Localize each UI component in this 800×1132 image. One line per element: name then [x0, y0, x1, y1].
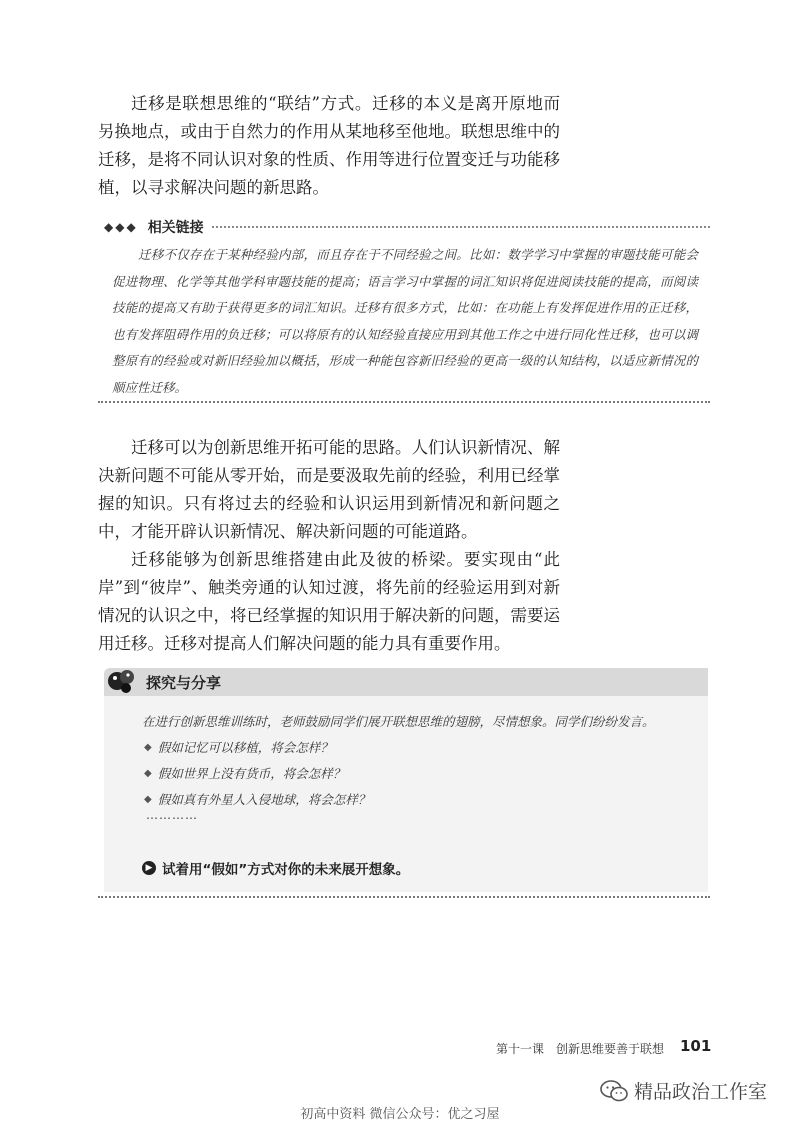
related-link-title: 相关链接 — [147, 220, 204, 236]
paragraph-transfer-bridge: 迁移能够为创新思维搭建由此及彼的桥梁。要实现由“此岸”到“彼岸”、触类旁通的认知过渡，将先前的经验运用到对新情况的认识之中，将已经掌握的知识用于解决新的问题，需要运用迁移。迁移对提高人们解决问题的能力具有重要作用。 — [98, 550, 560, 653]
explore-share-icon — [106, 666, 136, 696]
question-item — [144, 764, 345, 782]
watermark — [600, 1077, 767, 1104]
ellipsis: ………… — [146, 808, 198, 822]
watermark-text: 精品政治工作室 — [634, 1081, 768, 1103]
diamond-bullet-icon: ◆ — [144, 741, 152, 753]
explore-title: 探究与分享 — [146, 674, 222, 692]
diamond-bullet-icon: ◆ — [144, 767, 152, 779]
dotted-divider — [212, 226, 710, 228]
explore-intro: 在进行创新思维训练时，老师鼓励同学们展开联想思维的翅膀，尽情想象。同学们纷纷发言。 — [142, 714, 655, 729]
question-text: 假如世界上没有货币，将会怎样？ — [157, 766, 346, 781]
diamond-bullets-icon: ◆◆◆ — [104, 220, 138, 234]
question-item — [144, 790, 370, 808]
play-arrow-icon: ▶ — [142, 861, 156, 875]
related-link-body: 迁移不仅存在于某种经验内部，而且存在于不同经验之间。比如：数学学习中掌握的审题技能可能会促进物理、化学等其他学科审题技能的提高；语言学习中掌握的词汇知识将促进阅读技能的提高，而阅读技能的提高又有助于获得更多的词汇知识。迁移有很多方式，比如：在功能上有发挥促进作用的正迁移，也有发挥阻碍作用的负迁移；可以将原有的认知经验直接应用到其他工作之中进行同化性迁移，也可以调整原有的经验或对新旧经验加以概括，形成一种能包容新旧经验的更高一级的认知结构，以适应新情况的顺应性迁移。 — [112, 247, 698, 395]
paragraph-transfer-pathways: 迁移可以为创新思维开拓可能的思路。人们认识新情况、解决新问题不可能从零开始，而是要汲取先前的经验，利用已经掌握的知识。只有将过去的经验和认识运用到新情况和新问题之中，才能开辟认识新情况、解决新问题的可能道路。 — [98, 438, 560, 541]
diamond-bullet-icon: ◆ — [144, 793, 152, 805]
footer-lesson-title: 第十一课 创新思维要善于联想 — [496, 1042, 665, 1056]
question-text: 假如记忆可以移植，将会怎样？ — [157, 740, 333, 755]
question-text: 假如真有外星人入侵地球，将会怎样？ — [157, 792, 371, 807]
bottom-caption: 初高中资料 微信公众号：优之习屋 — [300, 1107, 500, 1122]
dotted-divider — [98, 401, 710, 403]
question-item — [144, 738, 333, 756]
paragraph-transfer-definition: 迁移是联想思维的“联结”方式。迁移的本义是离开原地而另换地点，或由于自然力的作用从某地移至他地。联想思维中的迁移，是将不同认识对象的性质、作用等进行位置变迁与功能移植，以寻求解决问题的新思路。 — [98, 94, 560, 197]
dotted-divider — [98, 896, 710, 898]
related-link-header — [104, 215, 710, 239]
page-number: 101 — [680, 1037, 712, 1055]
try-prompt-text: 试着用“假如”方式对你的未来展开想象。 — [162, 862, 410, 878]
try-prompt — [142, 858, 409, 878]
wechat-icon — [600, 1080, 628, 1102]
